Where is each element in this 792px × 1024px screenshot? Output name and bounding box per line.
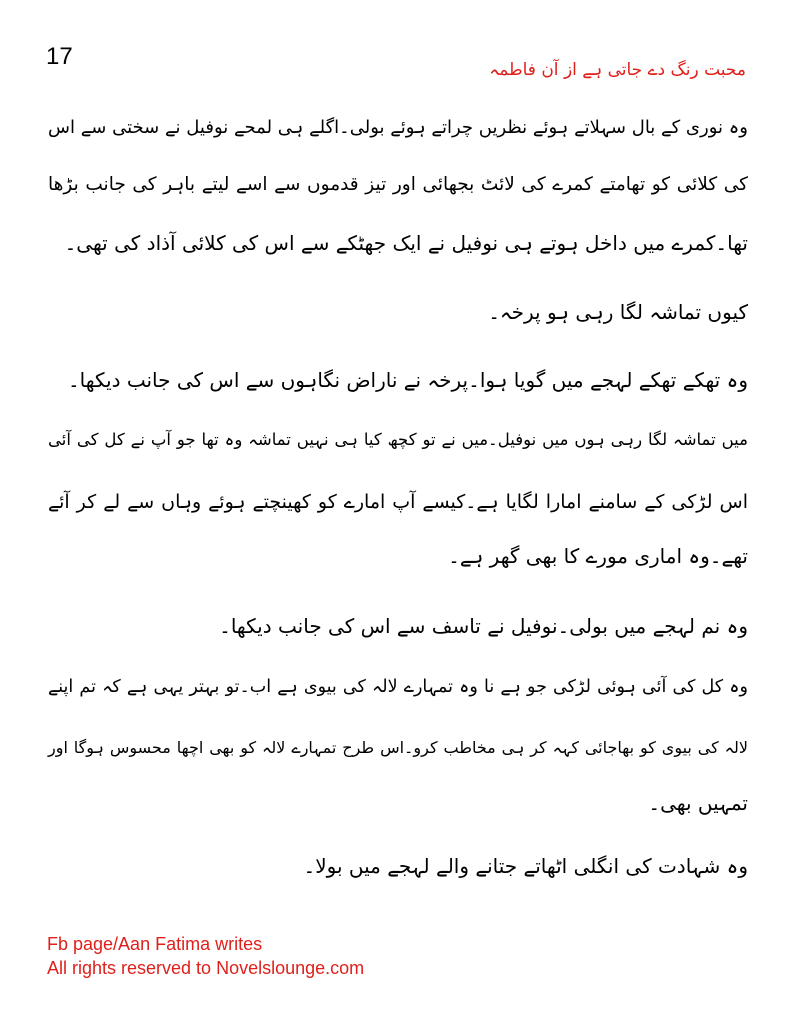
- text-line: تھا۔کمرے میں داخل ہوتے ہی نوفیل نے ایک جھٹکے سے اس کی کلائی آذاد کی تھی۔: [64, 231, 748, 255]
- text-line: میں تماشہ لگا رہی ہوں میں نوفیل۔میں نے تو کچھ کیا ہی نہیں تماشہ وہ تھا جو آپ نے کل کی آئی: [48, 430, 748, 449]
- text-line: وہ نوری کے بال سہلاتے ہوئے نظریں چراتے ہوئے بولی۔اگلے ہی لمحے نوفیل نے سختی سے اس: [48, 117, 748, 138]
- text-line: وہ شہادت کی انگلی اٹھاتے جتانے والے لہجے میں بولا۔: [303, 854, 748, 878]
- text-line: تمہیں بھی۔: [648, 791, 748, 815]
- text-line: وہ تھکے تھکے لہجے میں گویا ہوا۔پرخہ نے ناراض نگاہوں سے اس کی جانب دیکھا۔: [67, 368, 748, 392]
- footer-copyright: All rights reserved to Novelslounge.com: [47, 958, 365, 978]
- text-line: لالہ کی بیوی کو بھاجائی کہہ کر ہی مخاطب کرو۔اس طرح تمہارے لالہ کو بھی اچھا محسوس ہوگا اور: [48, 738, 748, 757]
- text-line: وہ کل کی آئی ہوئی لڑکی جو ہے نا وہ تمہارے لالہ کی بیوی ہے اب۔تو بہتر یہی ہے کہ تم اپنے: [48, 677, 748, 697]
- running-header: محبت رنگ دے جاتی ہے از آن فاطمہ: [489, 60, 746, 80]
- text-line: اس لڑکی کے سامنے امارا لگایا ہے۔کیسے آپ امارے کو کھینچتے ہوئے وہاں سے لے کر آئے: [48, 491, 748, 513]
- footer-fb-page: Fb page/Aan Fatima writes: [47, 934, 263, 954]
- text-line: کی کلائی کو تھامتے کمرے کی لائٹ بجھائی اور تیز قدموں سے اسے لیتے باہر کی جانب بڑھا: [48, 174, 748, 195]
- page-number: 17: [46, 43, 73, 70]
- text-line: تھے۔وہ اماری مورے کا بھی گھر ہے۔: [448, 544, 748, 568]
- text-line: وہ نم لہجے میں بولی۔نوفیل نے تاسف سے اس کی جانب دیکھا۔: [219, 614, 748, 638]
- text-line: کیوں تماشہ لگا رہی ہو پرخہ۔: [488, 300, 748, 324]
